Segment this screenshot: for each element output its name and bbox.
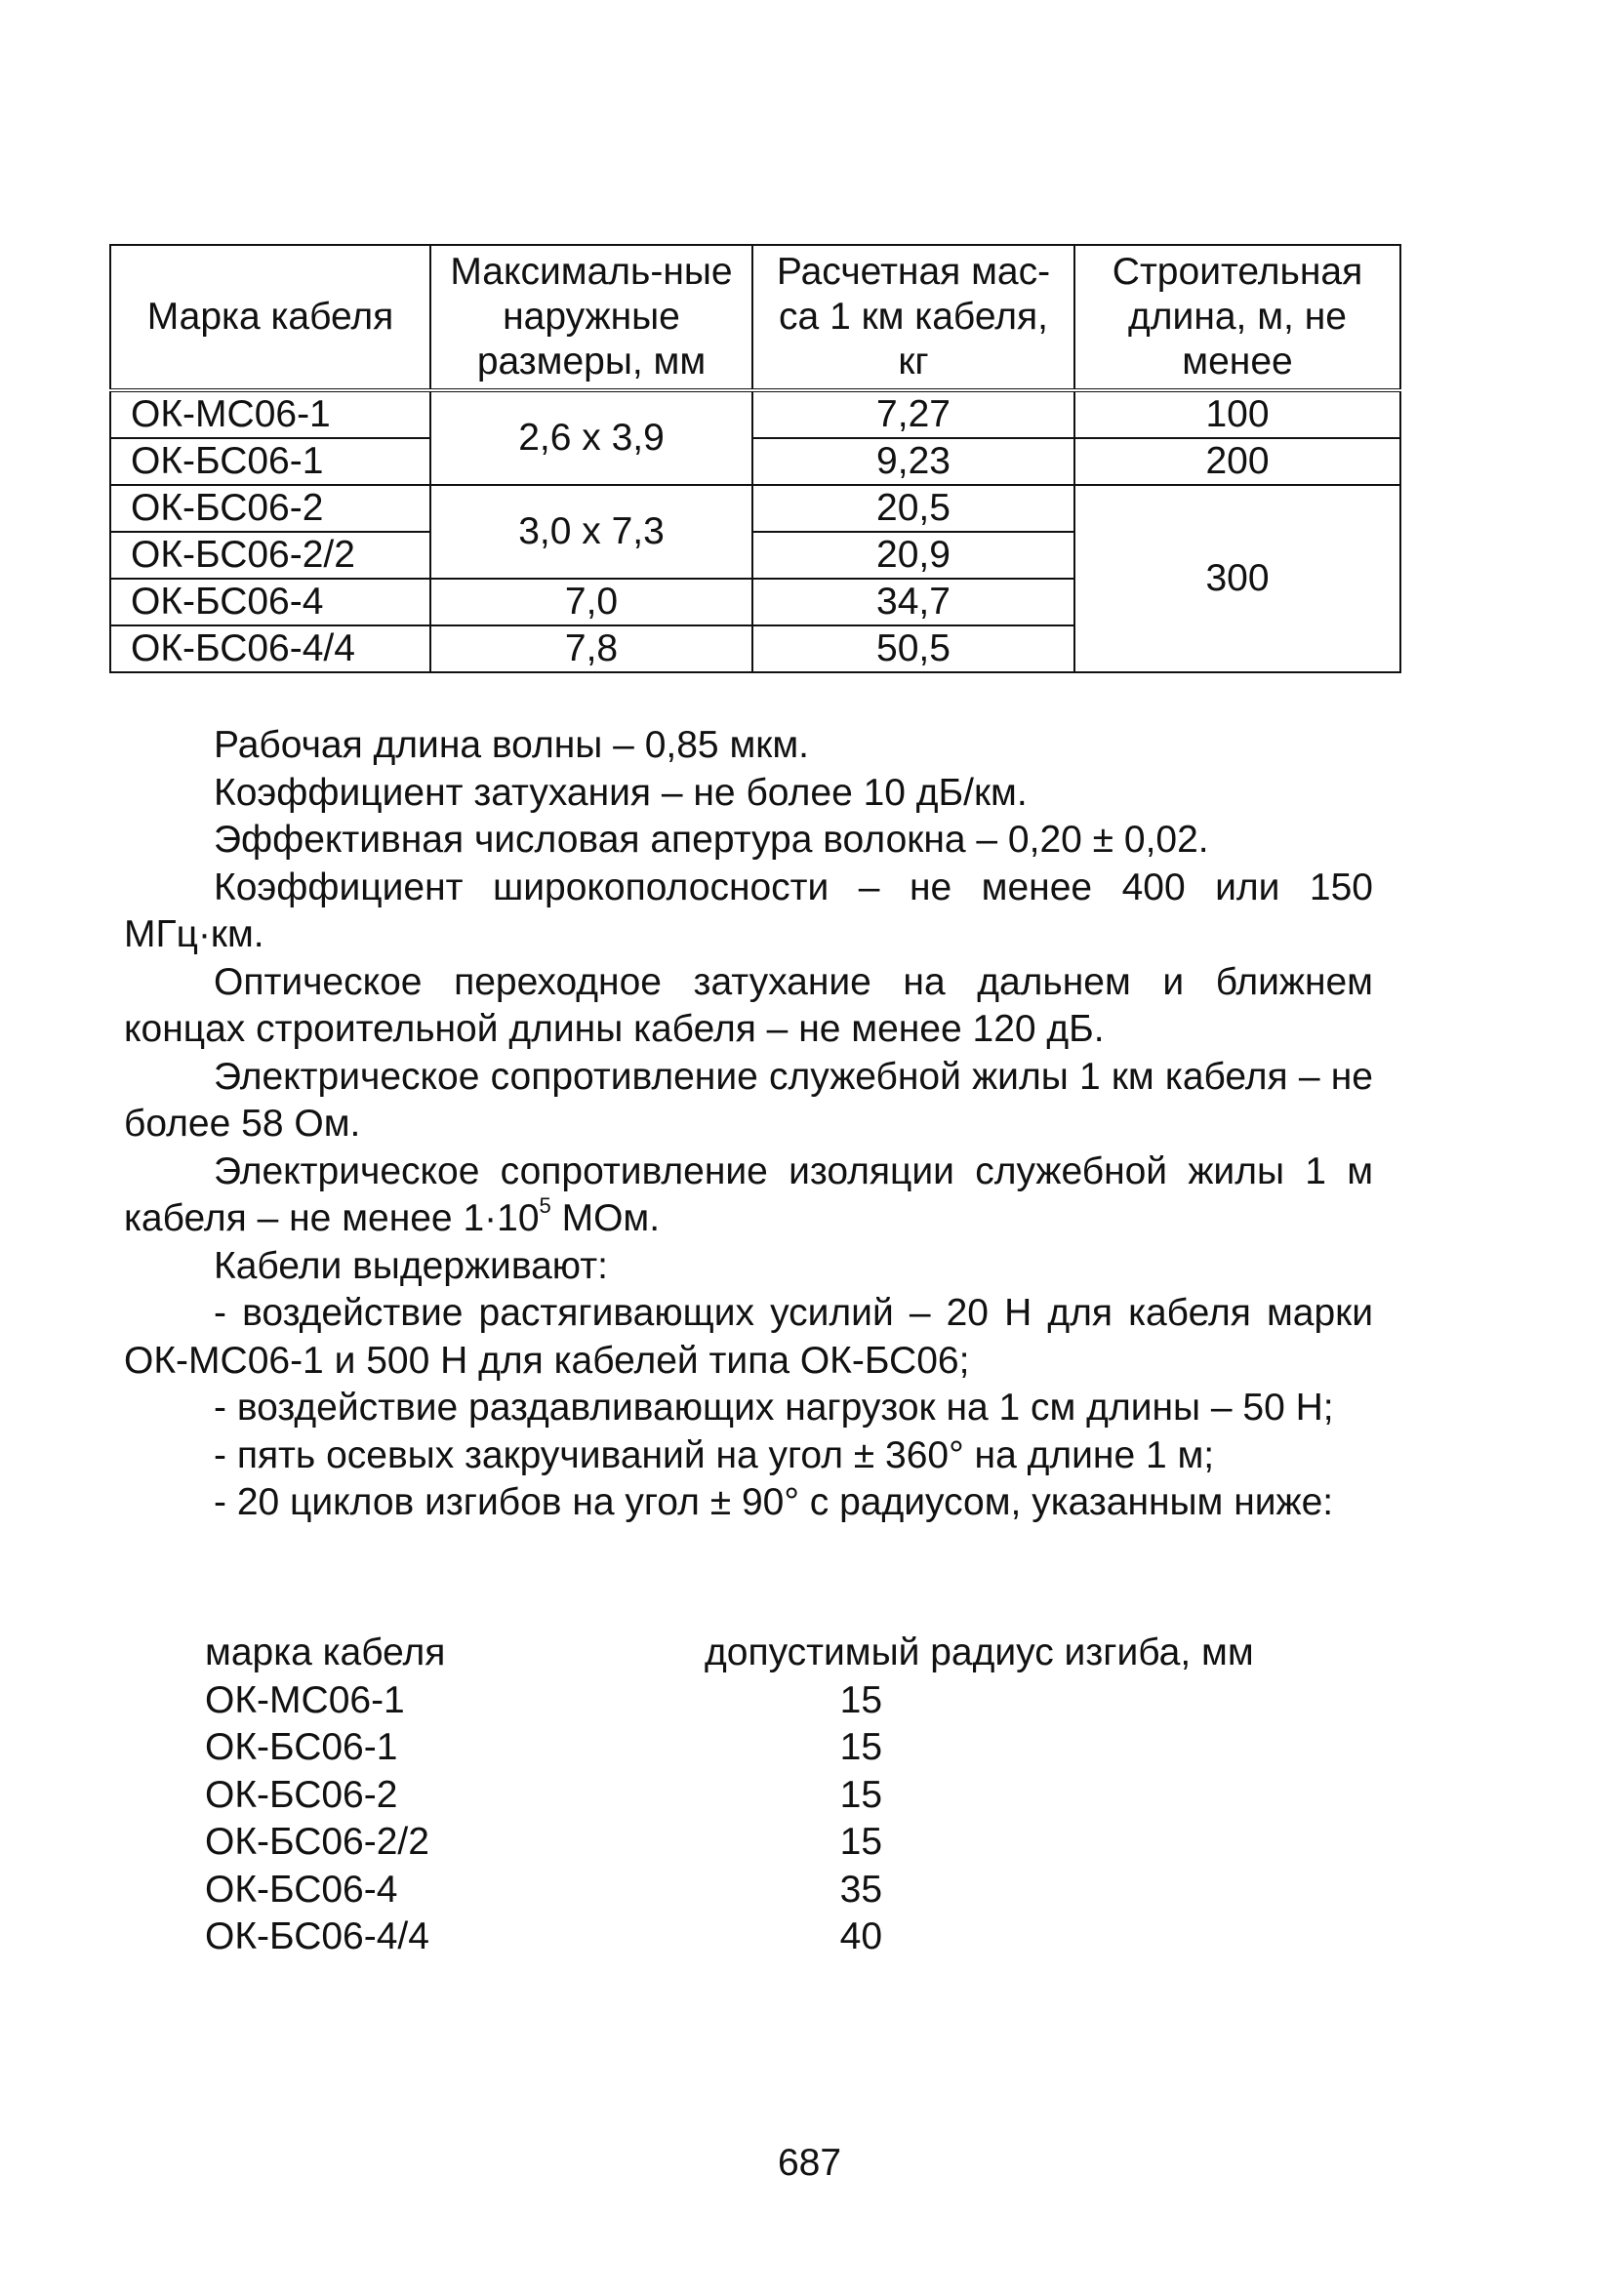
cell-mass: 9,23: [752, 438, 1074, 485]
insulation-unit: МОм.: [550, 1197, 661, 1239]
spec-text: [124, 722, 1373, 1527]
radius-cell-mark: ОК-БС06-2: [205, 1773, 398, 1816]
cell-cable-mark: ОК-БС06-4: [110, 579, 430, 625]
table-row: [205, 1867, 1254, 1914]
list-item-tension: - воздействие растягивающих усилий – 20 Н для кабеля марки ОК-МС06-1 и 500 Н для кабелей типа ОК-БС06;: [124, 1292, 1373, 1382]
table-header-row: [110, 245, 1400, 390]
radius-header-mark: марка кабеля: [205, 1631, 446, 1673]
paragraph-insulation: [124, 1148, 1373, 1243]
radius-cell-mark: ОК-БС06-2/2: [205, 1821, 429, 1863]
radius-cell-value: 35: [839, 1868, 883, 1911]
cell-dimensions: 7,0: [430, 579, 752, 625]
paragraph-withstand: Кабели выдерживают:: [214, 1244, 608, 1287]
cell-cable-mark: ОК-БС06-2/2: [110, 532, 430, 579]
table-row: [205, 1677, 1254, 1725]
radius-cell-mark: ОК-БС06-4/4: [205, 1915, 429, 1957]
cell-length: 100: [1074, 390, 1400, 438]
table-row: [205, 1819, 1254, 1867]
table-row: [205, 1913, 1254, 1961]
paragraph-wavelength: Рабочая длина волны – 0,85 мкм.: [214, 724, 809, 766]
radius-cell-mark: ОК-БС06-1: [205, 1726, 398, 1768]
paragraph-attenuation: Коэффициент затухания – не более 10 дБ/км.: [214, 771, 1028, 814]
table-row: [205, 1772, 1254, 1820]
cell-cable-mark: ОК-МС06-1: [110, 390, 430, 438]
paragraph-crosstalk: Оптическое переходное затухание на дальнем и ближнем концах строительной длины кабеля – не менее 120 дБ.: [124, 960, 1373, 1050]
table-row: [110, 438, 1400, 485]
bend-radius-table: [205, 1630, 1254, 1961]
list-item-twist: - пять осевых закручиваний на угол ± 360° на длине 1 м;: [214, 1433, 1215, 1476]
radius-cell-mark: ОК-МС06-1: [205, 1678, 405, 1721]
cell-mass: 20,9: [752, 532, 1074, 579]
cell-dimensions: 7,8: [430, 625, 752, 672]
cell-cable-mark: ОК-БС06-2: [110, 485, 430, 532]
radius-cell-value: 40: [839, 1915, 883, 1957]
header-calculated-mass: Расчетная мас-са 1 км кабеля, кг: [752, 245, 1074, 390]
table-row: [205, 1724, 1254, 1772]
radius-header-radius: допустимый радиус изгиба, мм: [705, 1631, 1254, 1673]
radius-header-row: [205, 1630, 1254, 1677]
cell-length: 300: [1074, 485, 1400, 672]
list-item-bend: - 20 циклов изгибов на угол ± 90° с радиусом, указанным ниже:: [214, 1481, 1334, 1523]
page-number: 687: [777, 2142, 842, 2184]
table-row: [110, 485, 1400, 532]
cell-cable-mark: ОК-БС06-1: [110, 438, 430, 485]
cell-mass: 20,5: [752, 485, 1074, 532]
cable-spec-table: [109, 244, 1401, 673]
cell-mass: 7,27: [752, 390, 1074, 438]
cell-dimensions: 2,6 х 3,9: [430, 390, 752, 485]
radius-cell-value: 15: [839, 1678, 883, 1721]
list-item-crush: - воздействие раздавливающих нагрузок на 1 см длины – 50 Н;: [214, 1387, 1334, 1429]
header-construction-length: Строительная длина, м, не менее: [1074, 245, 1400, 390]
insulation-exponent: 5: [539, 1193, 551, 1218]
radius-cell-value: 15: [839, 1773, 883, 1816]
cell-dimensions: 3,0 х 7,3: [430, 485, 752, 579]
paragraph-aperture: Эффективная числовая апертура волокна – 0,20 ± 0,02.: [214, 819, 1209, 861]
cell-length: 200: [1074, 438, 1400, 485]
header-outer-dimensions: Максималь-ные наружные размеры, мм: [430, 245, 752, 390]
paragraph-resistance: Электрическое сопротивление служебной жилы 1 км кабеля – не более 58 Ом.: [124, 1055, 1373, 1145]
cell-mass: 34,7: [752, 579, 1074, 625]
insulation-text: Электрическое сопротивление изоляции служебной жилы 1 м кабеля – не менее 1·10: [124, 1149, 1373, 1239]
paragraph-bandwidth: Коэффициент широкополосности – не менее 400 или 150 МГц·км.: [124, 866, 1373, 955]
cell-cable-mark: ОК-БС06-4/4: [110, 625, 430, 672]
radius-cell-value: 15: [839, 1821, 883, 1863]
cell-mass: 50,5: [752, 625, 1074, 672]
table-row: [110, 390, 1400, 438]
header-cable-mark: Марка кабеля: [110, 245, 430, 390]
radius-cell-mark: ОК-БС06-4: [205, 1868, 398, 1911]
radius-cell-value: 15: [839, 1726, 883, 1768]
